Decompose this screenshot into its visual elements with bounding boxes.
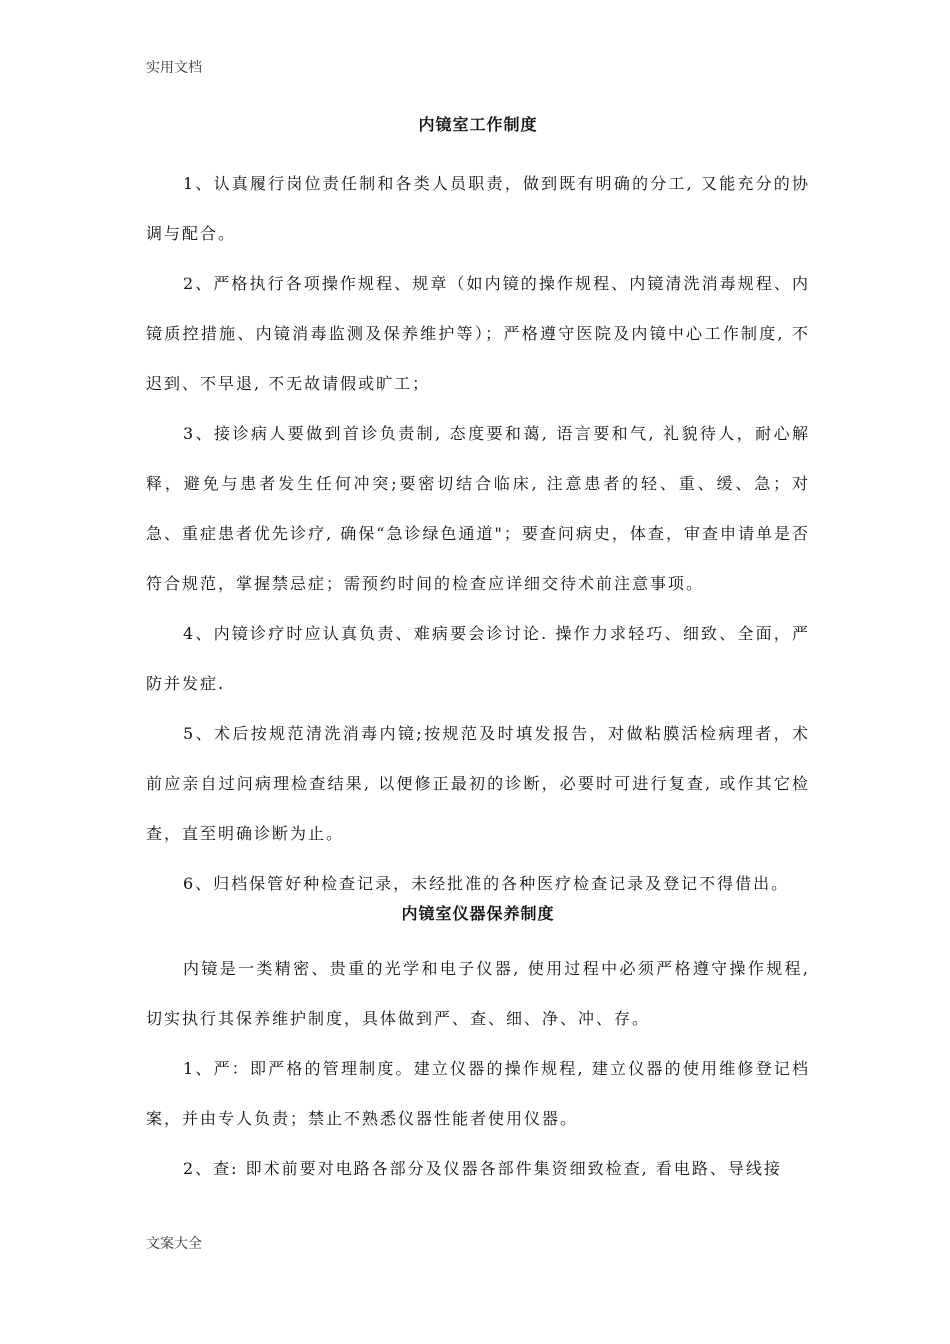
paragraph: 5、术后按规范清洗消毒内镜;按规范及时填发报告，对做粘膜活检病理者，术前应亲自过问病理检查结果, 以便修正最初的诊断，必要时可进行复查, 或作其它检查，直至明确诊断为止。 [146,724,810,843]
paragraph: 4、内镜诊疗时应认真负责、难病要会诊讨论. 操作力求轻巧、细致、全面，严防并发症. [146,624,810,693]
paragraph: 2、查: 即术前要对电路各部分及仪器各部件集资细致检查, 看电路、导线接 [183,1159,782,1178]
paragraph: 3、接诊病人要做到首诊负责制, 态度要和蔼, 语言要和气, 礼貌待人，耐心解释，避免与患者发生任何冲突;要密切结合临床, 注意患者的轻、重、缓、急；对急、重症患者优先诊疗, 确保“急诊绿色通道"；要查问病史，体查，审查申请单是否符合规范，掌握禁忌症；需预约时间的检查应详细交待术前注意事项。 [146,424,810,593]
paragraph: 1、认真履行岗位责任制和各类人员职责，做到既有明确的分工, 又能充分的协调与配合。 [146,174,810,243]
paragraph: 2、严格执行各项操作规程、规章（如内镜的操作规程、内镜清洗消毒规程、内镜质控措施、内镜消毒监测及保养维护等）；严格遵守医院及内镜中心工作制度, 不迟到、不早退, 不无故请假或旷工； [146,274,810,393]
paragraph: 1、严：即严格的管理制度。建立仪器的操作规程, 建立仪器的使用维修登记档案，并由专人负责；禁止不熟悉仪器性能者使用仪器。 [146,1059,810,1128]
document-body [146,110,810,1194]
page-footer: 文案大全 [146,1236,202,1252]
section-title-equipment-maintenance: 内镜室仪器保养制度 [401,904,555,923]
paragraph: 内镜是一类精密、贵重的光学和电子仪器, 使用过程中必须严格遵守操作规程, 切实执行其保养维护制度，具体做到严、查、细、净、冲、存。 [146,959,810,1028]
page-header: 实用文档 [146,60,202,76]
section-title-work-rules: 内镜室工作制度 [418,115,538,134]
paragraph: 6、归档保管好种检查记录，未经批准的各种医疗检查记录及登记不得借出。 [183,874,790,893]
